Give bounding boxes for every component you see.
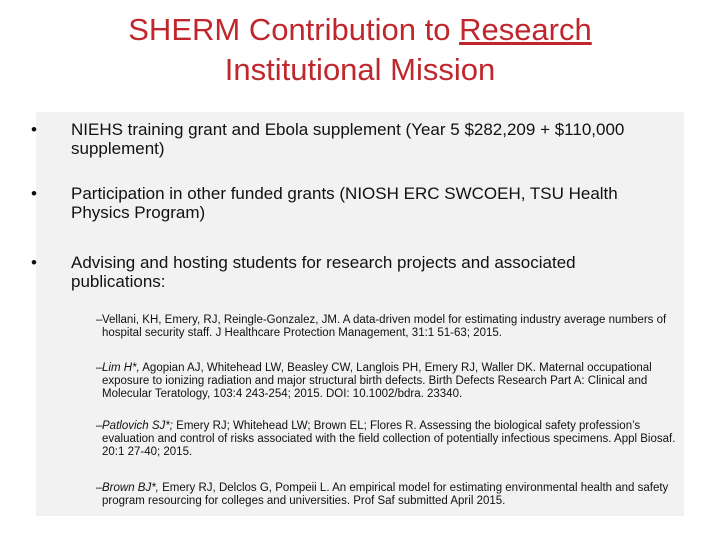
reference-body: Emery RJ, Delclos G, Pompeii L. An empirical model for estimating environmental health and safety program resourcing for colleges and universities. Prof Saf submitted April 2015.: [102, 482, 669, 507]
title-underlined-word: Research: [459, 12, 592, 47]
reference-text: [102, 482, 682, 508]
bullet-text: Participation in other funded grants (NIOSH ERC SWCOEH, TSU Health Physics Program): [71, 184, 618, 222]
bullet-marker: •: [31, 184, 37, 203]
reference-marker: –: [96, 362, 103, 374]
slide-title-line-1: [0, 10, 720, 50]
reference-body: Vellani, KH, Emery, RJ, Reingle-Gonzalez, JM. A data-driven model for estimating industry average numbers of hospital security staff. J Healthcare Protection Management, 31:1 51-63; 2015.: [102, 314, 667, 339]
reference-authors: Brown BJ*,: [102, 482, 159, 494]
bullet-marker: •: [31, 253, 37, 272]
reference-body: Emery RJ; Whitehead LW; Brown EL; Flores R. Assessing the biological safety profession’s evaluation and control of risks associated with the field collection of potentially infectious specimens. Appl Biosaf. 20:1 27-40; 2015.: [102, 420, 676, 458]
bullet-text: Advising and hosting students for research projects and associated publications:: [71, 253, 576, 291]
reference-authors: Patlovich SJ*;: [102, 420, 173, 432]
reference-marker: –: [96, 314, 103, 326]
reference-marker: –: [96, 482, 103, 494]
reference-body: Agopian AJ, Whitehead LW, Beasley CW, Langlois PH, Emery RJ, Waller DK. Maternal occupational exposure to ionizing radiation and major structural birth defects. Birth Defects Research Part A: Clinical and Molecular Teratology, 103:4 243-254; 2015. DOI: 10.1002/bdra. 23340.: [102, 362, 652, 400]
bullet-marker: •: [31, 120, 37, 139]
title-prefix: SHERM Contribution to: [128, 12, 460, 47]
bullet-text: NIEHS training grant and Ebola supplement (Year 5 $282,209 + $110,000 supplement): [71, 120, 625, 158]
slide-title: [0, 10, 720, 90]
content-panel: [31, 112, 684, 516]
slide-title-line-2: Institutional Mission: [224, 52, 496, 87]
reference-marker: –: [96, 420, 103, 432]
reference-text: [102, 420, 682, 459]
reference-text: [102, 362, 682, 401]
reference-authors: Lim H*,: [102, 362, 140, 374]
reference-text: [102, 314, 682, 340]
